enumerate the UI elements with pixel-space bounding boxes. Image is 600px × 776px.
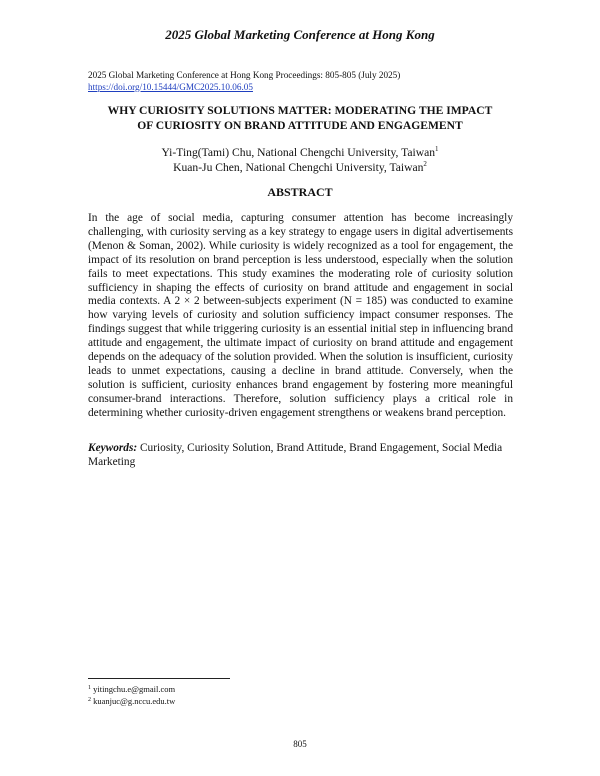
- abstract-heading: ABSTRACT: [267, 185, 333, 199]
- footnote-email: yitingchu.e@gmail.com: [91, 684, 176, 694]
- keywords: [88, 442, 513, 470]
- footnote-marker: 1: [88, 685, 91, 691]
- keywords-label: Keywords:: [88, 442, 138, 454]
- footnote-divider: [88, 678, 230, 679]
- proceedings-citation: [88, 70, 518, 93]
- running-header: 2025 Global Marketing Conference at Hong Kong: [165, 27, 435, 42]
- paper-title: [60, 103, 540, 133]
- author-name: Yi-Ting(Tami) Chu, National Chengchi University, Taiwan: [161, 146, 436, 159]
- author-line: [60, 145, 540, 160]
- page-number: 805: [293, 739, 307, 749]
- footnote: [88, 684, 388, 696]
- author-list: [60, 145, 540, 175]
- doi-link[interactable]: https://doi.org/10.15444/GMC2025.10.06.05: [88, 81, 253, 92]
- title-line: WHY CURIOSITY SOLUTIONS MATTER: MODERATING THE IMPACT: [107, 104, 493, 117]
- footnote-marker: 2: [423, 160, 427, 168]
- abstract-text: In the age of social media, capturing consumer attention has become increasingly challenging, with curiosity serving as a key strategy to engage users in digital advertisements (Menon & Soman, 2002). While curiosity is widely recognized as a tool for engagement, the impact of its resolution on brand perception is less understood, especially when the solution fails to meet expectations. This study examines the moderating role of curiosity solution sufficiency in shaping the effects of curiosity on brand attitude and engagement in social media contexts. A 2 × 2 between-subjects experiment (N = 185) was conducted to examine how varying levels of curiosity and solution sufficiency impact consumer responses. The findings suggest that while triggering curiosity is an essential initial step in influencing brand attitude and engagement, the ultimate impact of curiosity on brand attitude and engagement depends on the adequacy of the solution provided. When the solution is insufficient, curiosity leads to unmet expectations, causing a decline in brand attitude. Conversely, when the solution is sufficient, curiosity enhances brand engagement by fostering more meaningful consumer-brand interactions. Therefore, solution sufficiency plays a critical role in determining whether curiosity-driven engagement strengthens or weakens brand perception.: [88, 212, 513, 419]
- author-name: Kuan-Ju Chen, National Chengchi University, Taiwan: [173, 161, 424, 174]
- footnote-marker: 2: [88, 696, 91, 703]
- keywords-list: Curiosity, Curiosity Solution, Brand Attitude, Brand Engagement, Social Media Marketing: [88, 442, 503, 468]
- footnote-marker: 1: [435, 145, 439, 153]
- title-line: OF CURIOSITY ON BRAND ATTITUDE AND ENGAGEMENT: [137, 119, 463, 132]
- author-line: [60, 160, 540, 175]
- footnote: [88, 696, 388, 708]
- proceedings-line: 2025 Global Marketing Conference at Hong Kong Proceedings: 805-805 (July 2025): [88, 70, 401, 80]
- footnote-email: kuanjuc@g.nccu.edu.tw: [91, 695, 176, 706]
- footnotes: [88, 684, 388, 707]
